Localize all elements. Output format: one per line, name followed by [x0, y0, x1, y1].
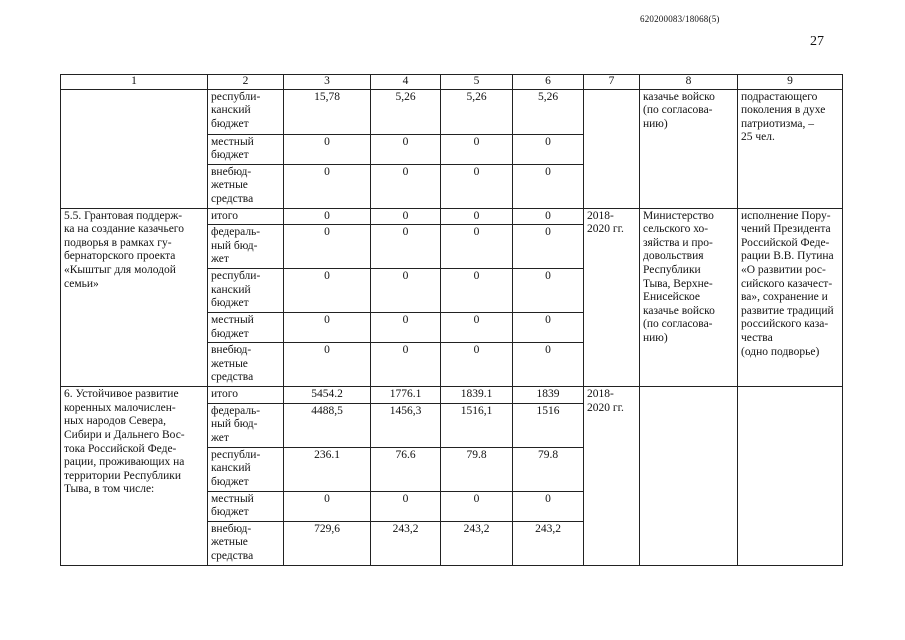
- value-cell-col6: 0: [513, 225, 584, 269]
- funding-source-cell: местный бюджет: [208, 134, 284, 164]
- executor-cell: Министерство сельского хо- зяйства и про- довольствия Республики Тыва, Верхне- Енисейское казачье войско (по согласова- нию): [640, 208, 738, 387]
- funding-source-cell: республи- канский бюджет: [208, 268, 284, 312]
- value-cell-col6: 0: [513, 164, 584, 208]
- value-cell-col4: 0: [371, 134, 441, 164]
- document-code: 620200083/18068(5): [640, 14, 720, 24]
- value-cell-col6: 1516: [513, 403, 584, 447]
- value-cell-col3: 4488,5: [284, 403, 371, 447]
- funding-source-cell: республи- канский бюджет: [208, 89, 284, 134]
- value-cell-col6: 0: [513, 134, 584, 164]
- funding-source-cell: внебюд- жетные средства: [208, 164, 284, 208]
- value-cell-col4: 0: [371, 225, 441, 269]
- value-cell-col3: 0: [284, 343, 371, 387]
- value-cell-col3: 0: [284, 208, 371, 225]
- period-cell: 2018- 2020 гг.: [584, 208, 640, 387]
- result-cell: [738, 387, 843, 566]
- period-cell: 2018- 2020 гг.: [584, 387, 640, 566]
- value-cell-col6: 0: [513, 268, 584, 312]
- header-col-5: 5: [441, 75, 513, 90]
- executor-cell: [640, 387, 738, 566]
- table-header-row: [61, 75, 843, 90]
- table-row: [61, 387, 843, 404]
- period-cell: [584, 89, 640, 208]
- header-col-4: 4: [371, 75, 441, 90]
- value-cell-col4: 0: [371, 268, 441, 312]
- value-cell-col5: 0: [441, 164, 513, 208]
- value-cell-col4: 0: [371, 491, 441, 521]
- value-cell-col4: 5,26: [371, 89, 441, 134]
- funding-source-cell: федераль- ный бюд- жет: [208, 403, 284, 447]
- value-cell-col6: 5,26: [513, 89, 584, 134]
- program-table: [60, 74, 843, 566]
- result-cell: исполнение Пору- чений Президента Российской Феде- рации В.В. Путина «О развитии рос- сийского казачест- ва», сохранение и развитие традиций российского каза- чества (одно подворье): [738, 208, 843, 387]
- value-cell-col6: 0: [513, 312, 584, 342]
- value-cell-col6: 0: [513, 208, 584, 225]
- funding-source-cell: республи- канский бюджет: [208, 447, 284, 491]
- header-col-9: 9: [738, 75, 843, 90]
- value-cell-col3: 0: [284, 491, 371, 521]
- header-col-6: 6: [513, 75, 584, 90]
- value-cell-col3: 0: [284, 312, 371, 342]
- value-cell-col3: 5454.2: [284, 387, 371, 404]
- value-cell-col5: 243,2: [441, 521, 513, 565]
- value-cell-col6: 243,2: [513, 521, 584, 565]
- funding-source-cell: внебюд- жетные средства: [208, 343, 284, 387]
- header-col-7: 7: [584, 75, 640, 90]
- value-cell-col5: 0: [441, 208, 513, 225]
- funding-source-cell: итого: [208, 208, 284, 225]
- value-cell-col3: 236.1: [284, 447, 371, 491]
- value-cell-col4: 0: [371, 164, 441, 208]
- value-cell-col5: 0: [441, 312, 513, 342]
- value-cell-col3: 729,6: [284, 521, 371, 565]
- value-cell-col5: 1516,1: [441, 403, 513, 447]
- value-cell-col3: 0: [284, 164, 371, 208]
- funding-source-cell: местный бюджет: [208, 312, 284, 342]
- measure-name-cell: [61, 89, 208, 208]
- header-col-3: 3: [284, 75, 371, 90]
- table-row: [61, 208, 843, 225]
- value-cell-col4: 1776.1: [371, 387, 441, 404]
- funding-source-cell: внебюд- жетные средства: [208, 521, 284, 565]
- value-cell-col5: 1839.1: [441, 387, 513, 404]
- funding-source-cell: федераль- ный бюд- жет: [208, 225, 284, 269]
- executor-cell: казачье войско (по согласова- нию): [640, 89, 738, 208]
- value-cell-col5: 0: [441, 491, 513, 521]
- value-cell-col6: 0: [513, 343, 584, 387]
- header-col-1: 1: [61, 75, 208, 90]
- value-cell-col4: 0: [371, 312, 441, 342]
- value-cell-col6: 1839: [513, 387, 584, 404]
- table-row: [61, 89, 843, 134]
- value-cell-col4: 76.6: [371, 447, 441, 491]
- value-cell-col4: 0: [371, 208, 441, 225]
- value-cell-col4: 0: [371, 343, 441, 387]
- value-cell-col6: 79.8: [513, 447, 584, 491]
- value-cell-col4: 1456,3: [371, 403, 441, 447]
- value-cell-col5: 0: [441, 343, 513, 387]
- value-cell-col5: 0: [441, 134, 513, 164]
- value-cell-col6: 0: [513, 491, 584, 521]
- value-cell-col3: 0: [284, 268, 371, 312]
- value-cell-col5: 0: [441, 268, 513, 312]
- funding-source-cell: местный бюджет: [208, 491, 284, 521]
- value-cell-col5: 79.8: [441, 447, 513, 491]
- value-cell-col3: 0: [284, 134, 371, 164]
- value-cell-col3: 15,78: [284, 89, 371, 134]
- funding-source-cell: итого: [208, 387, 284, 404]
- measure-name-cell: 5.5. Грантовая поддерж- ка на создание казачьего подворья в рамках гу- бернаторского проекта «Кыштыг для молодой семьи»: [61, 208, 208, 387]
- header-col-8: 8: [640, 75, 738, 90]
- value-cell-col5: 5,26: [441, 89, 513, 134]
- value-cell-col3: 0: [284, 225, 371, 269]
- result-cell: подрастающего поколения в духе патриотизма, – 25 чел.: [738, 89, 843, 208]
- value-cell-col4: 243,2: [371, 521, 441, 565]
- value-cell-col5: 0: [441, 225, 513, 269]
- page-number: 27: [810, 34, 824, 49]
- measure-name-cell: 6. Устойчивое развитие коренных малочислен- ных народов Севера, Сибири и Дальнего Вос- тока Российской Феде- рации, проживающих на территории Республики Тыва, в том числе:: [61, 387, 208, 566]
- header-col-2: 2: [208, 75, 284, 90]
